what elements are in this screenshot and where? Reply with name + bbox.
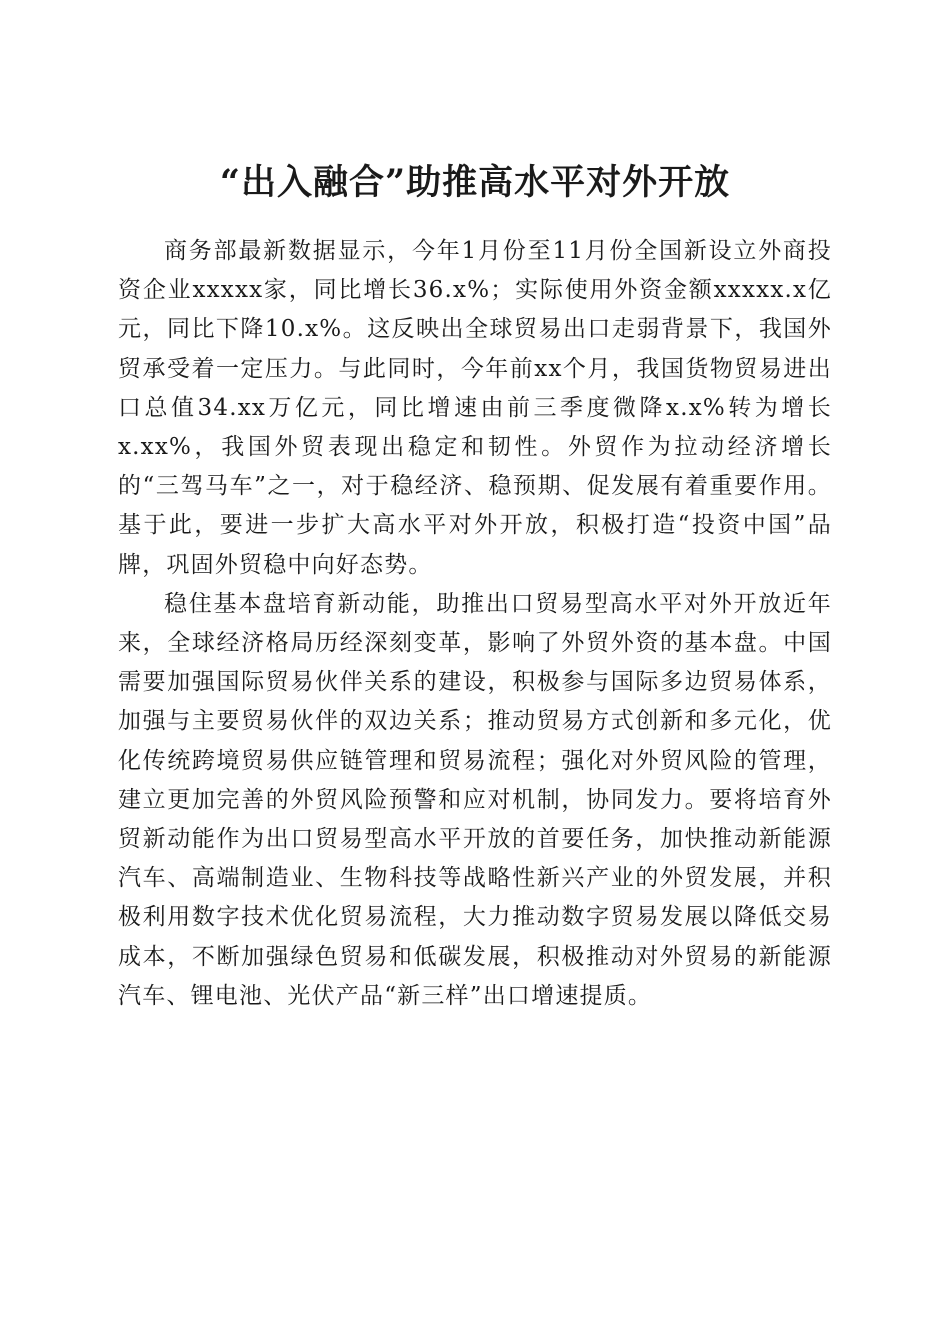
document-body <box>118 232 832 1016</box>
document-title: “出入融合”助推高水平对外开放 <box>219 162 731 204</box>
paragraph-1: 商务部最新数据显示，今年1月份至11月份全国新设立外商投资企业xxxxx家，同比增长36.x%；实际使用外资金额xxxxx.x亿元，同比下降10.x%。这反映出全球贸易出口走弱背景下，我国外贸承受着一定压力。与此同时，今年前xx个月，我国货物贸易进出口总值34.xx万亿元，同比增速由前三季度微降x.x%转为增长x.xx%，我国外贸表现出稳定和韧性。外贸作为拉动经济增长的“三驾马车”之一，对于稳经济、稳预期、促发展有着重要作用。基于此，要进一步扩大高水平对外开放，积极打造“投资中国”品牌，巩固外贸稳中向好态势。 <box>118 238 832 578</box>
paragraph-2: 稳住基本盘培育新动能，助推出口贸易型高水平对外开放近年来，全球经济格局历经深刻变革，影响了外贸外资的基本盘。中国需要加强国际贸易伙伴关系的建设，积极参与国际多边贸易体系，加强与主要贸易伙伴的双边关系；推动贸易方式创新和多元化，优化传统跨境贸易供应链管理和贸易流程；强化对外贸风险的管理，建立更加完善的外贸风险预警和应对机制，协同发力。要将培育外贸新动能作为出口贸易型高水平开放的首要任务，加快推动新能源汽车、高端制造业、生物科技等战略性新兴产业的外贸发展，并积极利用数字技术优化贸易流程，大力推动数字贸易发展以降低交易成本，不断加强绿色贸易和低碳发展，积极推动对外贸易的新能源汽车、锂电池、光伏产品“新三样”出口增速提质。 <box>118 590 832 1009</box>
